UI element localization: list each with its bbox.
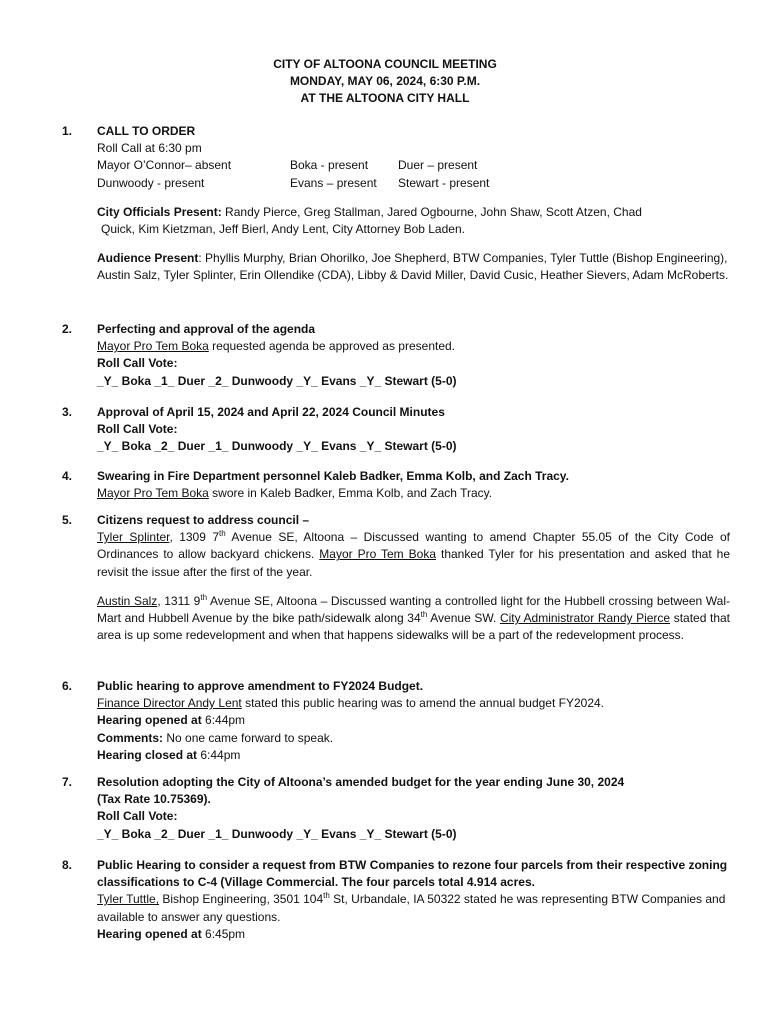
hearing-opened-label: Hearing opened at [97,713,202,728]
administrator-name: City Administrator Randy Pierce [499,611,671,626]
header-location: AT THE ALTOONA CITY HALL [300,91,470,105]
section-call-to-order [62,123,730,285]
citizen-name: Austin Salz [97,593,158,608]
audience-present [97,250,730,284]
section-number: 4. [62,469,73,483]
attendance-entry: Mayor O’Connor– absent [97,158,232,173]
comments-text: No one came forward to speak. [163,730,334,745]
section-title: Citizens request to address council – [97,513,310,527]
citizen-text: thanked Tyler for his presentation and asked that he revisit the issue after the first of the year. [97,547,731,579]
meeting-header [0,56,770,107]
section-number: 8. [62,858,73,872]
section-citizens [62,512,730,644]
comments-label: Comments: [97,730,164,745]
section-budget-hearing [62,678,730,764]
header-date: MONDAY, MAY 06, 2024, 6:30 P.M. [289,74,481,88]
section-budget-resolution [62,774,730,843]
ordinal-suffix: th [200,592,208,602]
section-title: CALL TO ORDER [97,124,196,138]
hearing-opened [97,926,730,943]
mover-name: Mayor Pro Tem Boka [97,486,209,501]
section-text [97,485,730,502]
attendance-entry: Boka - present [290,158,369,173]
section-agenda [62,321,730,390]
citizen-text: Avenue SE, Altoona – Discussed wanting to amend Chapter 55.05 of the City Code of Ordinances to allow backyard chickens. [97,530,730,562]
attendance-row [97,157,730,174]
swearing-text: swore in Kaleb Badker, Emma Kolb, and Zach Tracy. [208,486,493,501]
roll-call-time: Roll Call at 6:30 pm [97,141,202,156]
hearing-comments [97,730,730,747]
mover-name: Mayor Pro Tem Boka [319,547,437,562]
section-minutes [62,404,730,456]
citizen-name: Tyler Splinter [97,530,170,545]
roll-call-label: Roll Call Vote: [97,422,178,437]
section-title-cont: (Tax Rate 10.75369). [97,792,211,807]
section-number: 3. [62,405,73,419]
section-title: Approval of April 15, 2024 and April 22, 2024 Council Minutes [97,405,445,419]
officials-text: Randy Pierce, Greg Stallman, Jared Ogbourne, John Shaw, Scott Atzen, Chad [221,204,642,219]
section-number: 6. [62,679,73,693]
citizen-address: , 1309 7 [169,530,219,545]
mover-name: Mayor Pro Tem Boka [97,339,209,354]
attendance-row [97,175,730,192]
section-swearing-in [62,468,730,502]
citizen-address: , 1311 9 [157,593,201,608]
speaker-text: St, Urbandale, IA 50322 stated he was representing BTW Companies and available to answer any questions. [97,892,726,924]
citizen-text: Avenue SW. [427,611,500,626]
officials-label: City Officials Present: [97,204,222,219]
section-title: Public Hearing to consider a request from BTW Companies to rezone four parcels from their respective zoning classifications to C-4 (Village Commercial. The four parcels total 4.914 acres. [97,858,728,890]
officials-text-cont: Quick, Kim Kietzman, Jeff Bierl, Andy Lent, City Attorney Bob Laden. [101,222,465,237]
hearing-opened-time: 6:45pm [201,926,246,941]
attendance-entry: Duer – present [398,158,478,173]
hearing-closed-time: 6:44pm [197,747,241,762]
section-text [97,891,730,925]
speaker-text: stated this public hearing was to amend the annual budget FY2024. [241,696,604,711]
roll-call-label: Roll Call Vote: [97,809,178,824]
ordinal-suffix: th [323,891,330,901]
citizen-text: Avenue SE, Altoona – Discussed wanting a controlled light for the Hubbell crossing between Wal-Mart and Hubbell Avenue by the bike path/sidewalk along 34 [97,593,731,626]
attendance-entry: Evans – present [290,175,377,190]
hearing-closed-label: Hearing closed at [97,747,198,762]
speaker-name: Finance Director Andy Lent [97,696,242,711]
hearing-opened-time: 6:44pm [201,713,246,728]
hearing-closed [97,747,730,764]
officials-present [97,204,730,238]
audience-label: Audience Present [97,251,199,266]
section-rezoning-hearing [62,857,730,943]
citizen-request [97,529,730,581]
hearing-opened [97,712,730,729]
roll-call-label: Roll Call Vote: [97,356,178,371]
speaker-address: Bishop Engineering, 3501 104 [159,892,324,907]
hearing-opened-label: Hearing opened at [97,926,202,941]
section-number: 2. [62,322,73,336]
roll-call-vote: _Y_ Boka _1_ Duer _2_ Dunwoody _Y_ Evans _Y_ Stewart (5-0) [97,373,457,388]
ordinal-suffix: th [420,610,428,620]
section-number: 1. [62,124,73,138]
section-title: Perfecting and approval of the agenda [97,322,316,336]
citizen-text: stated that area is up some redevelopment and when that happens sidewalks will be a part of the redevelopment process. [97,611,730,643]
roll-call-vote: _Y_ Boka _2_ Duer _1_ Dunwoody _Y_ Evans _Y_ Stewart (5-0) [97,826,457,841]
attendance-entry: Stewart - present [398,175,490,190]
section-title: Swearing in Fire Department personnel Kaleb Badker, Emma Kolb, and Zach Tracy. [97,469,569,483]
attendance-entry: Dunwoody - present [97,175,205,190]
ordinal-suffix: th [219,529,226,539]
section-title: Public hearing to approve amendment to FY2024 Budget. [97,679,424,693]
citizen-request [97,593,730,645]
section-title: Resolution adopting the City of Altoona’s amended budget for the year ending June 30, 2024 [97,775,625,789]
header-title: CITY OF ALTOONA COUNCIL MEETING [273,57,497,71]
section-number: 5. [62,513,73,527]
motion-text: requested agenda be approved as presented. [208,339,456,354]
section-text [97,338,730,355]
speaker-name: Tyler Tuttle, [97,892,160,907]
section-number: 7. [62,775,73,789]
section-text [97,695,730,712]
audience-text: : Phyllis Murphy, Brian Ohorilko, Joe Shepherd, BTW Companies, Tyler Tuttle (Bishop Engineering), Austin Salz, Tyler Splinter, Erin Ollendike (CDA), Libby & David Miller, David Cusic, Heather Sievers, Adam McRoberts. [97,251,729,283]
roll-call-vote: _Y_ Boka _2_ Duer _1_ Dunwoody _Y_ Evans _Y_ Stewart (5-0) [97,439,457,454]
